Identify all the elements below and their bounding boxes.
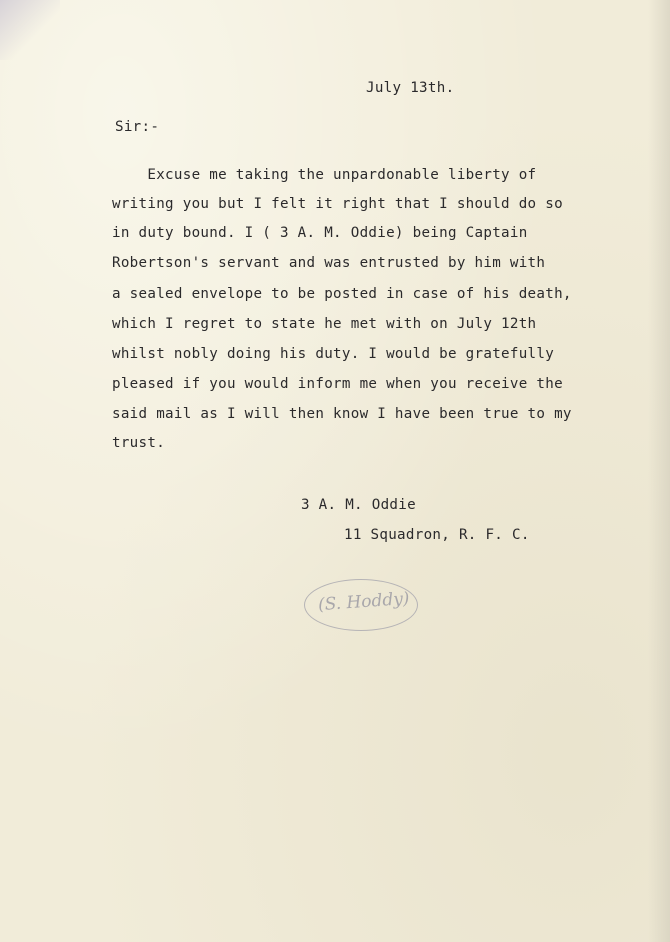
body-line-4: Robertson's servant and was entrusted by him with [112,255,546,271]
body-line-2: writing you but I felt it right that I should do so [112,196,563,212]
salutation: Sir:- [115,119,160,135]
page-edge-shadow [648,0,670,942]
letter-date: July 13th. [366,80,455,96]
page-corner-shadow [0,0,60,60]
body-line-3: in duty bound. I ( 3 A. M. Oddie) being Captain [112,225,528,241]
body-line-5: a sealed envelope to be posted in case of his death, [112,286,572,302]
pencil-note: (S. Hoddy) [317,588,411,616]
body-line-9: said mail as I will then know I have been true to my [112,406,572,422]
body-line-1: Excuse me taking the unpardonable liberty of [112,167,537,183]
body-line-7: whilst nobly doing his duty. I would be gratefully [112,346,555,362]
body-line-10: trust. [112,435,166,451]
signature-unit: 11 Squadron, R. F. C. [344,527,530,543]
body-line-8: pleased if you would inform me when you receive the [112,376,563,392]
signature-name: 3 A. M. Oddie [301,497,416,513]
body-line-6: which I regret to state he met with on July 12th [112,316,537,332]
